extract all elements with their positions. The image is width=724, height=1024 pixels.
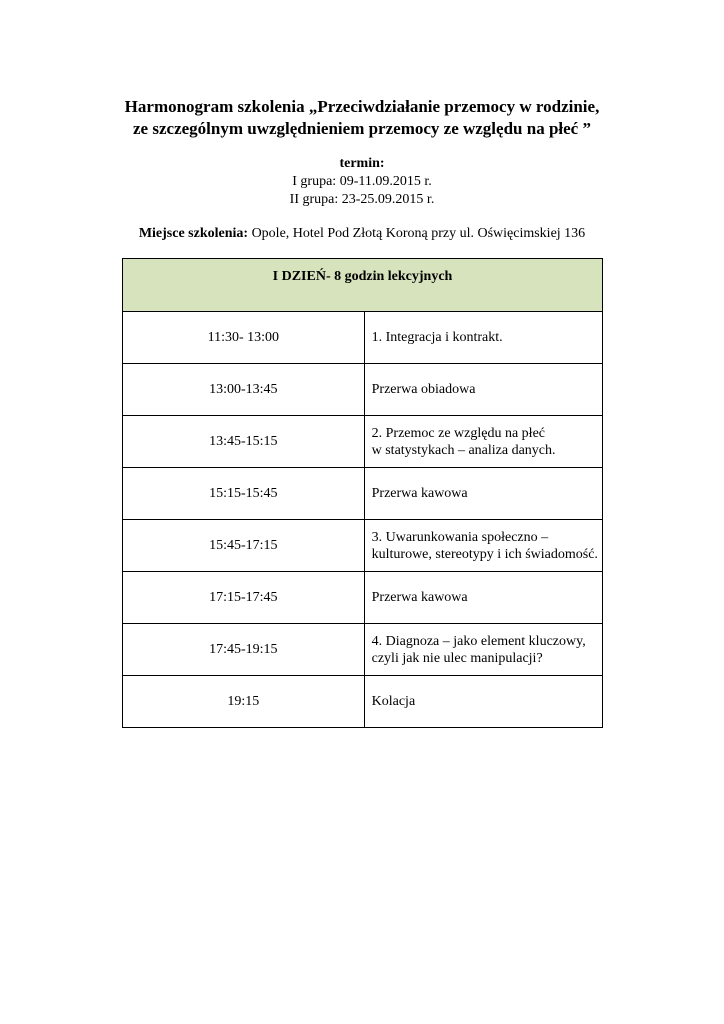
day-header-text: I DZIEŃ- 8 godzin lekcyjnych	[272, 269, 453, 284]
table-row	[123, 468, 603, 520]
title-line-1: Harmonogram szkolenia „Przeciwdziałanie przemocy w rodzinie,	[124, 97, 600, 116]
time-cell: 19:15	[123, 676, 365, 728]
time-cell: 13:45-15:15	[123, 416, 365, 468]
location-value: Opole, Hotel Pod Złotą Koroną przy ul. Oświęcimskiej 136	[248, 226, 586, 241]
table-row	[123, 676, 603, 728]
time-cell: 13:00-13:45	[123, 364, 365, 416]
table-row	[123, 520, 603, 572]
topic-cell: Przerwa kawowa	[364, 468, 602, 520]
topic-cell: 3. Uwarunkowania społeczno – kulturowe, stereotypy i ich świadomość.	[364, 520, 602, 572]
table-row	[123, 312, 603, 364]
schedule-table	[122, 258, 603, 728]
table-row	[123, 624, 603, 676]
day-header-cell	[123, 259, 603, 312]
topic-cell: 4. Diagnoza – jako element kluczowy, czyli jak nie ulec manipulacji?	[364, 624, 602, 676]
document-title	[0, 96, 724, 140]
time-cell: 15:15-15:45	[123, 468, 365, 520]
time-cell: 17:15-17:45	[123, 572, 365, 624]
dates-block	[0, 155, 724, 209]
location-line	[0, 225, 724, 243]
table-row	[123, 416, 603, 468]
table-header-row	[123, 259, 603, 312]
topic-cell: Przerwa kawowa	[364, 572, 602, 624]
group-1-dates: I grupa: 09-11.09.2015 r.	[292, 174, 432, 189]
time-cell: 11:30- 13:00	[123, 312, 365, 364]
topic-cell: Przerwa obiadowa	[364, 364, 602, 416]
topic-cell: 2. Przemoc ze względu na płeć w statystykach – analiza danych.	[364, 416, 602, 468]
time-cell: 17:45-19:15	[123, 624, 365, 676]
table-row	[123, 364, 603, 416]
time-cell: 15:45-17:15	[123, 520, 365, 572]
table-row	[123, 572, 603, 624]
location-label: Miejsce szkolenia:	[138, 226, 249, 241]
topic-cell: 1. Integracja i kontrakt.	[364, 312, 602, 364]
topic-cell: Kolacja	[364, 676, 602, 728]
title-line-2: ze szczególnym uwzględnieniem przemocy ze względu na płeć ”	[133, 119, 591, 138]
group-2-dates: II grupa: 23-25.09.2015 r.	[289, 192, 435, 207]
dates-label: termin:	[339, 156, 385, 171]
